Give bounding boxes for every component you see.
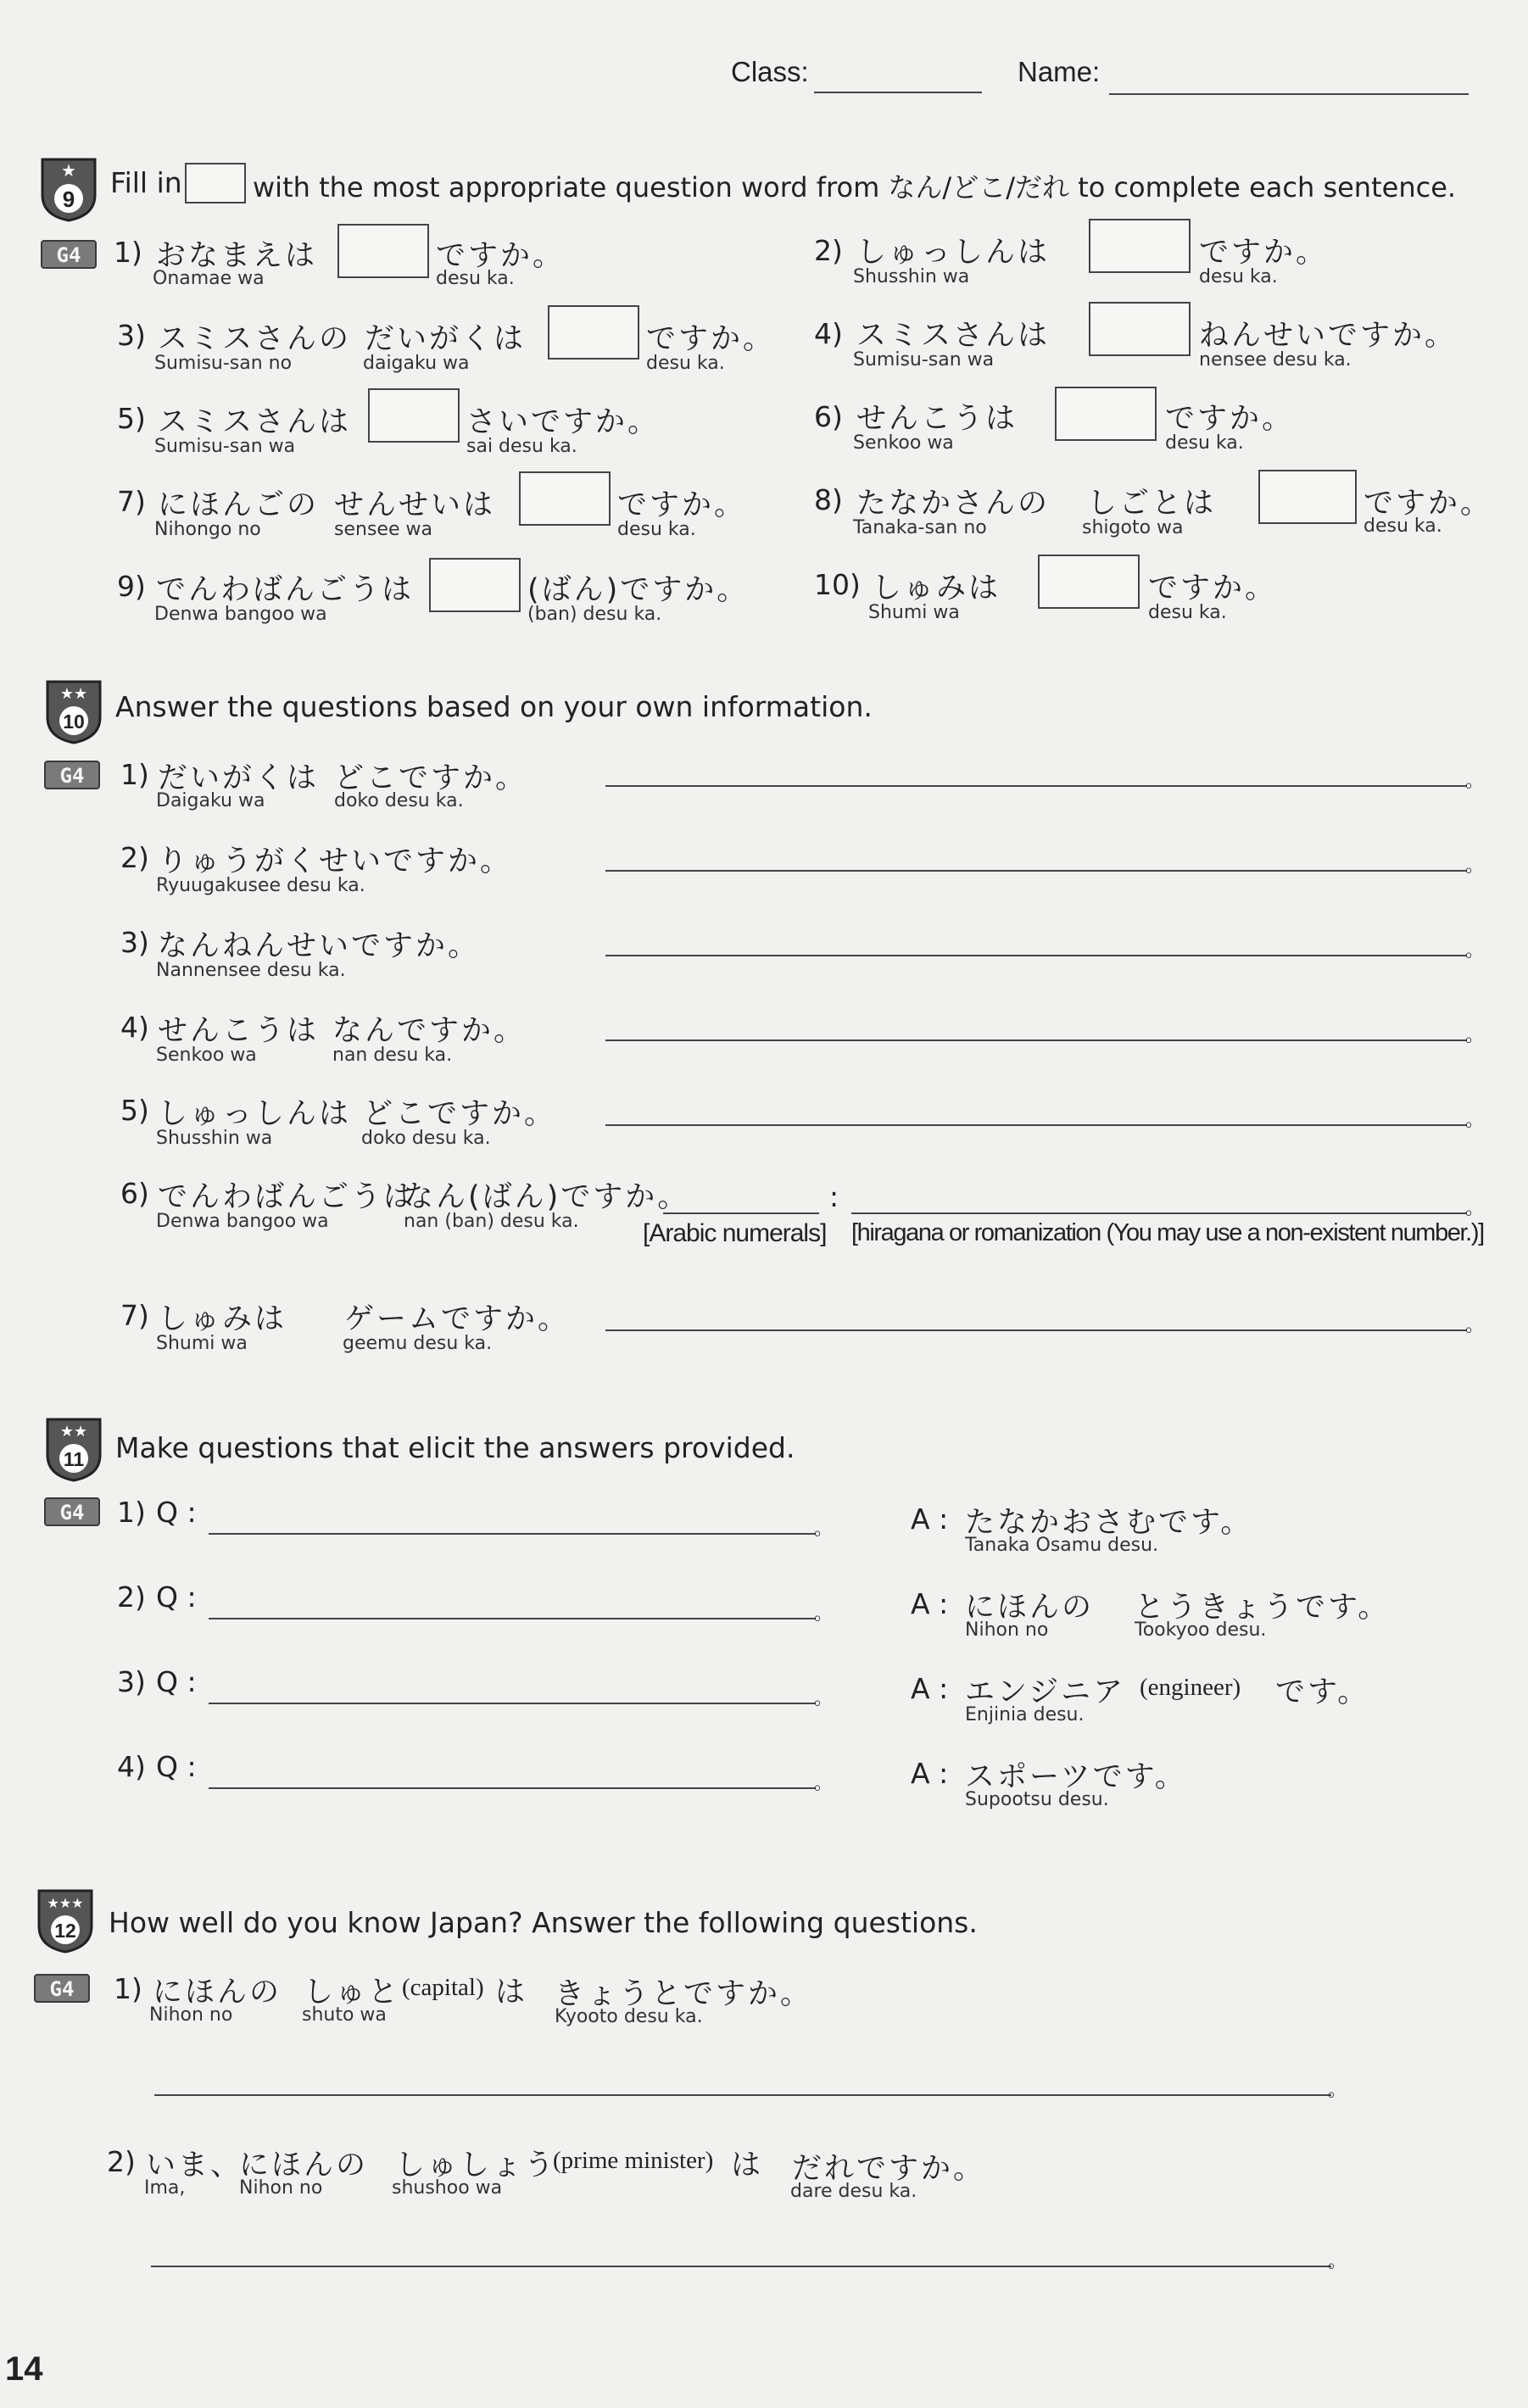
- ex10-item-3-number: 3): [120, 926, 149, 959]
- ex11-item-2-period: 。: [814, 1603, 834, 1625]
- ex9-item-7-romaji-mid: sensee wa: [334, 519, 432, 540]
- ex12-item-1-romaji3: Kyooto desu ka.: [555, 2006, 703, 2027]
- ex10-item-4-number: 4): [120, 1011, 149, 1044]
- ex10-item-1-number: 1): [120, 758, 149, 791]
- ex10-item-5-romaji2: doko desu ka.: [361, 1128, 491, 1149]
- ex11-item-4-number: 4): [117, 1750, 146, 1783]
- svg-text:★★: ★★: [59, 1423, 88, 1441]
- ex10-item-6-romaji2: nan (ban) desu ka.: [404, 1211, 579, 1232]
- ex10-item-1-jp: だいがくは: [158, 761, 320, 795]
- ex9-item-1-romaji-end: desu ka.: [436, 268, 515, 289]
- ex10-item-7-answer-line[interactable]: [605, 1329, 1467, 1331]
- ex10-item-7-number: 7): [120, 1299, 149, 1332]
- ex9-item-2-number: 2): [814, 234, 843, 267]
- ex9-item-8-answer-box[interactable]: [1258, 470, 1357, 524]
- ex10-item-5-answer-line[interactable]: [605, 1124, 1467, 1126]
- ex10-item-4-period: 。: [1465, 1025, 1485, 1046]
- ex9-item-4-answer-box[interactable]: [1089, 302, 1191, 356]
- ex9-item-1-number: 1): [114, 236, 142, 269]
- ex11-item-3-a-label: A :: [911, 1672, 949, 1705]
- ex12-item-2-romaji2: shushoo wa: [392, 2177, 503, 2199]
- ex9-item-7-romaji: Nihongo no: [154, 519, 261, 540]
- ex9-item-7-jp-end: ですか。: [617, 488, 747, 522]
- ex11-item-2-q-label: Q :: [156, 1580, 197, 1614]
- ex9-item-6-answer-box[interactable]: [1055, 387, 1157, 441]
- ex10-item-7-romaji2: geemu desu ka.: [343, 1333, 493, 1354]
- ex12-item-2-jp0: いま、: [146, 2149, 243, 2182]
- ex11-item-2-answer-jp2: とうきょうです。: [1135, 1591, 1391, 1625]
- ex9-item-6-number: 6): [814, 400, 843, 433]
- ex9-item-3-jp: スミスさんの: [158, 322, 352, 356]
- ex10-item-7-jp: しゅみは: [158, 1302, 287, 1336]
- exercise-11-badge-icon: [44, 1416, 103, 1482]
- ex11-item-3-answer-romaji: Enjinia desu.: [965, 1704, 1085, 1725]
- ex10-item-6-period: 。: [1465, 1198, 1485, 1219]
- ex9-item-5-answer-box[interactable]: [368, 388, 460, 443]
- g4-tag: G4: [34, 1974, 90, 2003]
- ex9-item-1-jp: おなまえは: [156, 239, 318, 273]
- ex11-item-1-answer-jp: たなかおさむです。: [965, 1506, 1253, 1540]
- ex10-item-5-period: 。: [1465, 1110, 1485, 1131]
- ex10-item-4-jp: せんこうは: [158, 1014, 320, 1048]
- ex9-item-4-jp-end: ねんせいですか。: [1199, 319, 1458, 353]
- ex12-item-2-romaji0: Ima,: [144, 2177, 186, 2199]
- ex9-item-4-romaji-end: nensee desu ka.: [1199, 349, 1352, 371]
- ex9-item-5-romaji: Sumisu-san wa: [154, 436, 296, 457]
- ex11-item-4-answer-jp: スポーツです。: [965, 1760, 1187, 1794]
- ex12-item-1-romaji2: shuto wa: [302, 2004, 387, 2026]
- ex10-item-1-romaji: Daigaku wa: [156, 790, 265, 811]
- ex11-item-1-number: 1): [117, 1496, 146, 1529]
- ex10-item-7-jp2: ゲームですか。: [344, 1302, 571, 1336]
- ex9-item-3-number: 3): [117, 319, 146, 352]
- ex9-item-5-jp-end: さいですか。: [466, 405, 661, 439]
- ex12-item-1-period: 。: [1328, 2080, 1347, 2101]
- ex9-item-1-jp-end: ですか。: [436, 239, 566, 273]
- ex9-item-6-romaji: Senkoo wa: [853, 432, 954, 454]
- g4-tag: G4: [44, 1497, 100, 1526]
- name-label: Name:: [1018, 56, 1101, 87]
- ex9-item-5-romaji-end: sai desu ka.: [466, 436, 577, 457]
- ex10-item-6-number: 6): [120, 1177, 149, 1210]
- exercise-10-badge-icon: [44, 678, 103, 744]
- ex11-item-3-q-label: Q :: [156, 1665, 197, 1698]
- ex9-item-7-romaji-end: desu ka.: [617, 519, 696, 540]
- ex12-item-1-ha: は: [495, 1976, 528, 2009]
- ex9-item-2-answer-box[interactable]: [1089, 219, 1191, 273]
- ex9-item-7-answer-box[interactable]: [519, 471, 611, 526]
- ex10-item-3-answer-line[interactable]: [605, 955, 1467, 956]
- class-label: Class:: [731, 56, 809, 87]
- exercise-11-instruction: Make questions that elicit the answers provided.: [115, 1431, 795, 1464]
- ex11-item-3-english-gloss: (engineer): [1140, 1674, 1241, 1701]
- g4-tag: G4: [41, 240, 97, 269]
- svg-text:★: ★: [61, 160, 76, 181]
- ex9-item-10-romaji: Shumi wa: [868, 602, 960, 623]
- ex12-item-2-ha: は: [731, 2149, 764, 2182]
- exercise-9-instruction-pre: Fill in: [110, 166, 182, 199]
- exercise-12-number: 12: [54, 1920, 76, 1942]
- ex10-item-2-romaji: Ryuugakusee desu ka.: [156, 875, 365, 896]
- ex12-item-2-jp2: しゅしょう: [395, 2149, 557, 2182]
- ex12-item-1-english-gloss: (capital): [402, 1974, 484, 2001]
- ex11-item-1-a-label: A :: [911, 1502, 949, 1536]
- ex10-note-arabic: [Arabic numerals]: [643, 1219, 827, 1247]
- ex9-item-9-jp: でんわばんごうは: [156, 573, 415, 607]
- ex9-item-10-number: 10): [814, 568, 861, 601]
- ex11-item-1-q-label: Q :: [156, 1496, 197, 1529]
- ex10-item-1-jp2: どこですか。: [334, 761, 528, 795]
- ex12-item-2-number: 2): [107, 2145, 136, 2178]
- ex10-item-2-jp: りゅうがくせいですか。: [158, 844, 513, 878]
- ex11-item-1-question-line[interactable]: [209, 1533, 816, 1535]
- ex9-item-9-number: 9): [117, 570, 146, 603]
- ex10-item-6-colon: :: [829, 1180, 839, 1213]
- exercise-10-number: 10: [63, 711, 85, 733]
- ex10-item-6-romaji: Denwa bangoo wa: [156, 1211, 329, 1232]
- ex9-item-10-answer-box[interactable]: [1038, 555, 1140, 609]
- ex12-item-1-jp3: きょうとですか。: [555, 1977, 813, 2011]
- ex9-item-9-jp-end: (ばん)ですか。: [527, 573, 750, 607]
- ex11-item-4-q-label: Q :: [156, 1750, 197, 1783]
- ex9-item-4-romaji: Sumisu-san wa: [853, 349, 995, 371]
- ex10-item-1-romaji2: doko desu ka.: [334, 790, 464, 811]
- ex9-item-3-romaji-end: desu ka.: [646, 353, 725, 374]
- ex11-item-2-answer-romaji2: Tookyoo desu.: [1135, 1619, 1267, 1641]
- ex11-item-4-answer-romaji: Supootsu desu.: [965, 1789, 1109, 1810]
- ex9-item-10-romaji-end: desu ka.: [1148, 602, 1227, 623]
- ex9-item-9-romaji-end: (ban) desu ka.: [527, 604, 662, 625]
- ex9-item-3-answer-box[interactable]: [548, 305, 639, 360]
- ex10-item-2-period: 。: [1465, 856, 1485, 877]
- exercise-11-number: 11: [63, 1448, 85, 1470]
- ex9-item-7-jp-mid: せんせいは: [334, 488, 496, 522]
- ex9-item-5-number: 5): [117, 402, 146, 435]
- ex9-item-4-number: 4): [814, 317, 843, 350]
- ex12-item-2-jp3: だれですか。: [792, 2152, 986, 2186]
- ex9-item-7-jp: にほんごの: [158, 488, 320, 522]
- ex9-item-10-jp: しゅみは: [872, 571, 1001, 605]
- ex10-item-6-jp: でんわばんごうは: [158, 1180, 416, 1214]
- ex11-item-3-answer-jp2: です。: [1275, 1675, 1370, 1709]
- ex9-item-2-jp-end: ですか。: [1199, 236, 1329, 270]
- ex11-item-3-question-line[interactable]: [209, 1703, 816, 1704]
- exercise-9-instruction-post: with the most appropriate question word from なん/どこ/だれ to complete each sentence.: [253, 171, 1457, 203]
- ex12-item-2-period: 。: [1328, 2251, 1347, 2272]
- exercise-9-number: 9: [62, 187, 75, 212]
- ex9-item-5-jp: スミスさんは: [158, 405, 352, 439]
- ex12-item-1-jp: にほんの: [153, 1976, 282, 2009]
- ex9-item-2-jp: しゅっしんは: [856, 236, 1051, 270]
- name-field[interactable]: [1109, 93, 1469, 95]
- ex10-item-4-answer-line[interactable]: [605, 1040, 1467, 1041]
- exercise-10-instruction: Answer the questions based on your own information.: [115, 690, 873, 723]
- ex9-item-3-jp-mid: だいがくは: [365, 322, 527, 356]
- exercise-9-badge-icon: [39, 156, 98, 222]
- ex10-note-hiragana: [hiragana or romanization (You may use a non-existent number.)]: [851, 1219, 1484, 1246]
- ex10-item-3-romaji: Nannensee desu ka.: [156, 960, 346, 981]
- ex9-item-6-romaji-end: desu ka.: [1165, 432, 1244, 454]
- ex11-item-4-period: 。: [814, 1773, 834, 1794]
- ex11-item-2-a-label: A :: [911, 1587, 949, 1620]
- ex11-item-1-answer-romaji: Tanaka Osamu desu.: [965, 1535, 1159, 1556]
- exercise-12-instruction: How well do you know Japan? Answer the following questions.: [109, 1906, 978, 1939]
- ex12-item-2-answer-line[interactable]: [151, 2266, 1331, 2267]
- exercise-12-badge-icon: [36, 1887, 95, 1954]
- g4-tag: G4: [44, 761, 100, 789]
- ex9-item-3-romaji-mid: daigaku wa: [363, 353, 470, 374]
- ex12-item-2-romaji3: dare desu ka.: [790, 2181, 917, 2202]
- page-number: 14: [5, 2350, 43, 2388]
- ex10-item-4-jp2: なんですか。: [332, 1014, 527, 1048]
- ex9-item-2-romaji: Shusshin wa: [853, 266, 970, 287]
- ex12-item-1-romaji: Nihon no: [149, 2004, 233, 2026]
- ex10-item-5-jp2: どこですか。: [363, 1097, 557, 1131]
- ex10-item-7-period: 。: [1465, 1315, 1485, 1336]
- ex9-item-6-jp: せんこうは: [856, 402, 1018, 436]
- ex11-item-2-answer-jp: にほんの: [965, 1591, 1095, 1625]
- ex10-item-1-period: 。: [1465, 771, 1485, 792]
- ex10-item-3-period: 。: [1465, 940, 1485, 962]
- instruction-sample-box: [185, 163, 246, 203]
- ex10-item-5-jp: しゅっしんは: [158, 1097, 352, 1131]
- ex9-item-9-romaji: Denwa bangoo wa: [154, 604, 327, 625]
- ex10-item-6-number-line[interactable]: [663, 1212, 819, 1214]
- svg-text:★★: ★★: [59, 685, 88, 703]
- ex10-item-2-number: 2): [120, 841, 149, 874]
- ex9-item-3-romaji: Sumisu-san no: [154, 353, 293, 374]
- ex9-item-7-number: 7): [117, 485, 146, 518]
- ex11-item-2-number: 2): [117, 1580, 146, 1614]
- ex11-item-3-answer-jp: エンジニア: [965, 1675, 1126, 1709]
- ex9-item-8-romaji-end: desu ka.: [1363, 516, 1442, 537]
- ex9-item-3-jp-end: ですか。: [646, 322, 776, 356]
- ex9-item-8-number: 8): [814, 483, 843, 516]
- ex9-item-8-romaji-mid: shigoto wa: [1082, 517, 1184, 538]
- ex10-item-3-jp: なんねんせいですか。: [158, 929, 481, 963]
- ex10-item-5-number: 5): [120, 1094, 149, 1127]
- ex10-item-2-answer-line[interactable]: [605, 870, 1467, 872]
- ex11-item-1-period: 。: [814, 1519, 834, 1540]
- ex9-item-8-jp-mid: しごとは: [1087, 487, 1217, 521]
- ex10-item-5-romaji: Shusshin wa: [156, 1128, 273, 1149]
- ex10-item-6-reading-line[interactable]: [851, 1212, 1467, 1214]
- ex10-item-4-romaji: Senkoo wa: [156, 1045, 257, 1066]
- ex12-item-2-romaji: Nihon no: [239, 2177, 323, 2199]
- ex9-item-6-jp-end: ですか。: [1165, 402, 1295, 436]
- ex10-item-4-romaji2: nan desu ka.: [332, 1045, 453, 1066]
- ex12-item-2-jp: にほんの: [239, 2149, 369, 2182]
- ex11-item-4-a-label: A :: [911, 1757, 949, 1790]
- ex11-item-2-question-line[interactable]: [209, 1618, 816, 1619]
- ex12-item-1-jp2: しゅと: [304, 1976, 401, 2009]
- ex9-item-8-romaji: Tanaka-san no: [853, 517, 987, 538]
- ex12-item-2-english-gloss: (prime minister): [553, 2147, 714, 2174]
- ex12-item-1-number: 1): [114, 1972, 142, 2005]
- ex12-item-1-answer-line[interactable]: [154, 2094, 1331, 2096]
- ex11-item-3-number: 3): [117, 1665, 146, 1698]
- ex9-item-2-romaji-end: desu ka.: [1199, 266, 1278, 287]
- ex11-item-4-question-line[interactable]: [209, 1787, 816, 1789]
- ex9-item-9-answer-box[interactable]: [429, 558, 521, 612]
- ex10-item-7-romaji: Shumi wa: [156, 1333, 248, 1354]
- ex9-item-1-romaji: Onamae wa: [153, 268, 265, 289]
- ex11-item-2-answer-romaji: Nihon no: [965, 1619, 1049, 1641]
- ex9-item-4-jp: スミスさんは: [856, 319, 1051, 353]
- svg-text:★★★: ★★★: [47, 1895, 84, 1911]
- ex10-item-6-jp2: なん(ばん)ですか。: [404, 1180, 690, 1214]
- ex10-item-1-answer-line[interactable]: [605, 785, 1467, 787]
- class-field[interactable]: [814, 92, 982, 93]
- ex9-item-1-answer-box[interactable]: [337, 224, 429, 278]
- ex9-item-10-jp-end: ですか。: [1148, 571, 1278, 605]
- ex9-item-8-jp: たなかさんの: [856, 487, 1051, 521]
- ex9-item-8-jp-end: ですか。: [1363, 487, 1493, 521]
- ex11-item-3-period: 。: [814, 1688, 834, 1709]
